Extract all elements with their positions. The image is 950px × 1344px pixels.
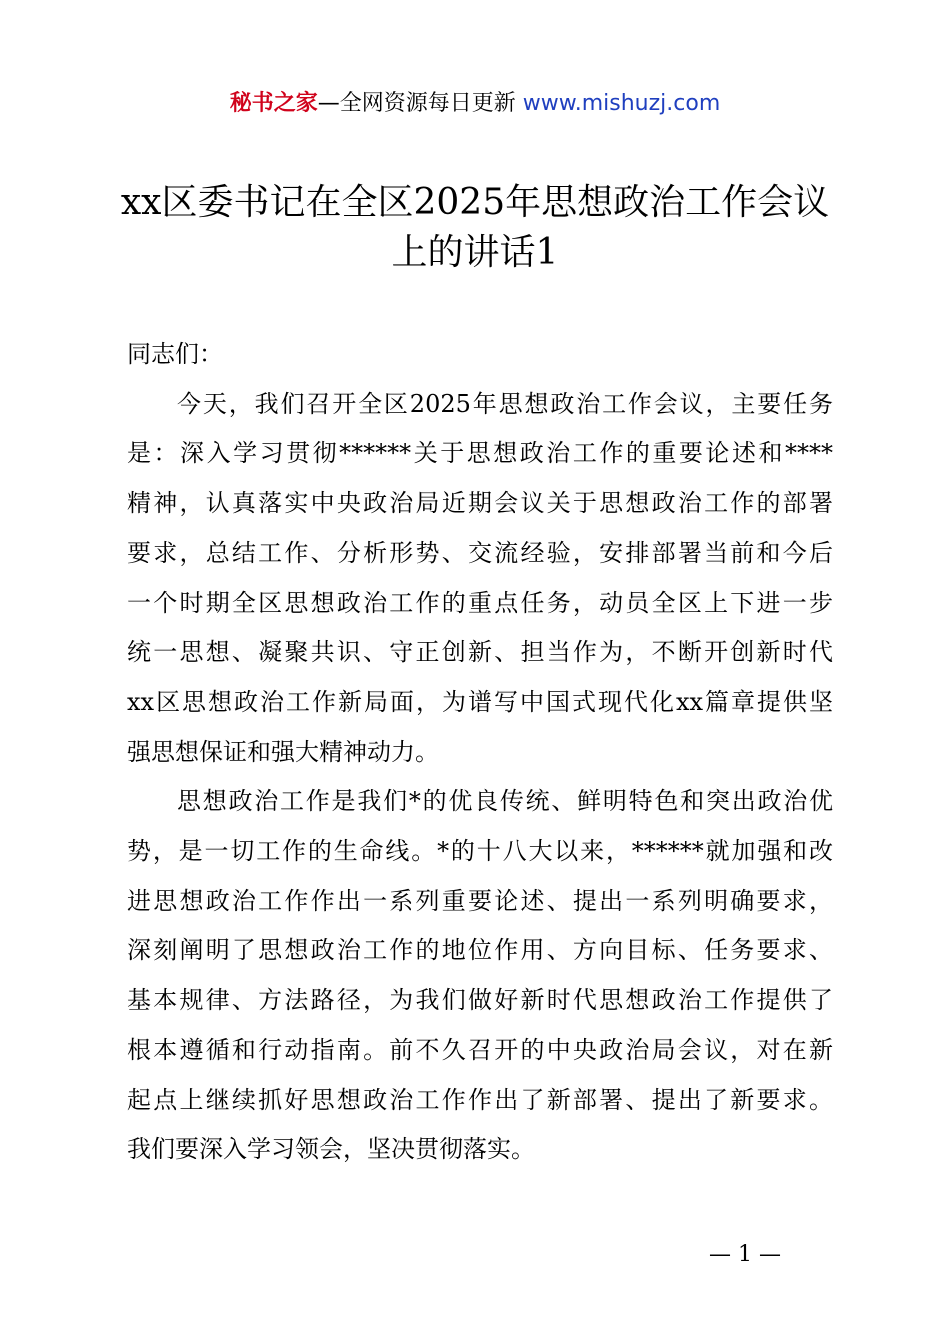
paragraph-line: 一个时期全区思想政治工作的重点任务，动员全区上下进一步 [127,588,833,617]
title-line: xx区委书记在全区2025年思想政治工作会议 [120,182,830,223]
paragraph-line: 统一思想、凝聚共识、守正创新、担当作为，不断开创新时代 [127,638,833,667]
site-url-link[interactable]: www.mishuzj.com [522,91,721,116]
paragraph-line: 精神，认真落实中央政治局近期会议关于思想政治工作的部署 [127,489,833,518]
paragraph-line: 我们要深入学习领会，坚决贯彻落实。 [127,1135,535,1164]
document-body [127,330,833,1175]
brand-name: 秘书之家 [229,91,318,116]
page-number: — 1 — [709,1242,781,1267]
paragraph-line: 势，是一切工作的生命线。*的十八大以来，******就加强和改 [127,837,833,866]
paragraph-line: 基本规律、方法路径，为我们做好新时代思想政治工作提供了 [127,986,833,1015]
paragraph-line: 起点上继续抓好思想政治工作作出了新部署、提出了新要求。 [127,1085,833,1114]
paragraph-line: 根本遵循和行动指南。前不久召开的中央政治局会议，对在新 [127,1035,833,1064]
salutation: 同志们： [127,340,223,368]
paragraph-line: 是：深入学习贯彻******关于思想政治工作的重要论述和**** [127,439,833,468]
paragraph-line: 进思想政治工作作出一系列重要论述、提出一系列明确要求， [127,886,833,915]
site-header [0,86,950,122]
paragraph-line: 要求，总结工作、分析形势、交流经验，安排部署当前和今后 [127,538,833,567]
paragraph-line: 深刻阐明了思想政治工作的地位作用、方向目标、任务要求、 [127,936,833,965]
title-line: 上的讲话1 [391,232,559,273]
document-title [100,178,850,278]
paragraph [127,777,833,1175]
paragraph-line: 今天，我们召开全区2025年思想政治工作会议，主要任务 [177,389,833,418]
paragraph-line: 强思想保证和强大精神动力。 [127,737,439,766]
paragraph-line: 思想政治工作是我们*的优良传统、鲜明特色和突出政治优 [177,787,833,816]
header-tagline: —全网资源每日更新 [317,91,523,116]
paragraph-line: xx区思想政治工作新局面，为谱写中国式现代化xx篇章提供坚 [127,687,833,716]
paragraph [127,380,833,778]
